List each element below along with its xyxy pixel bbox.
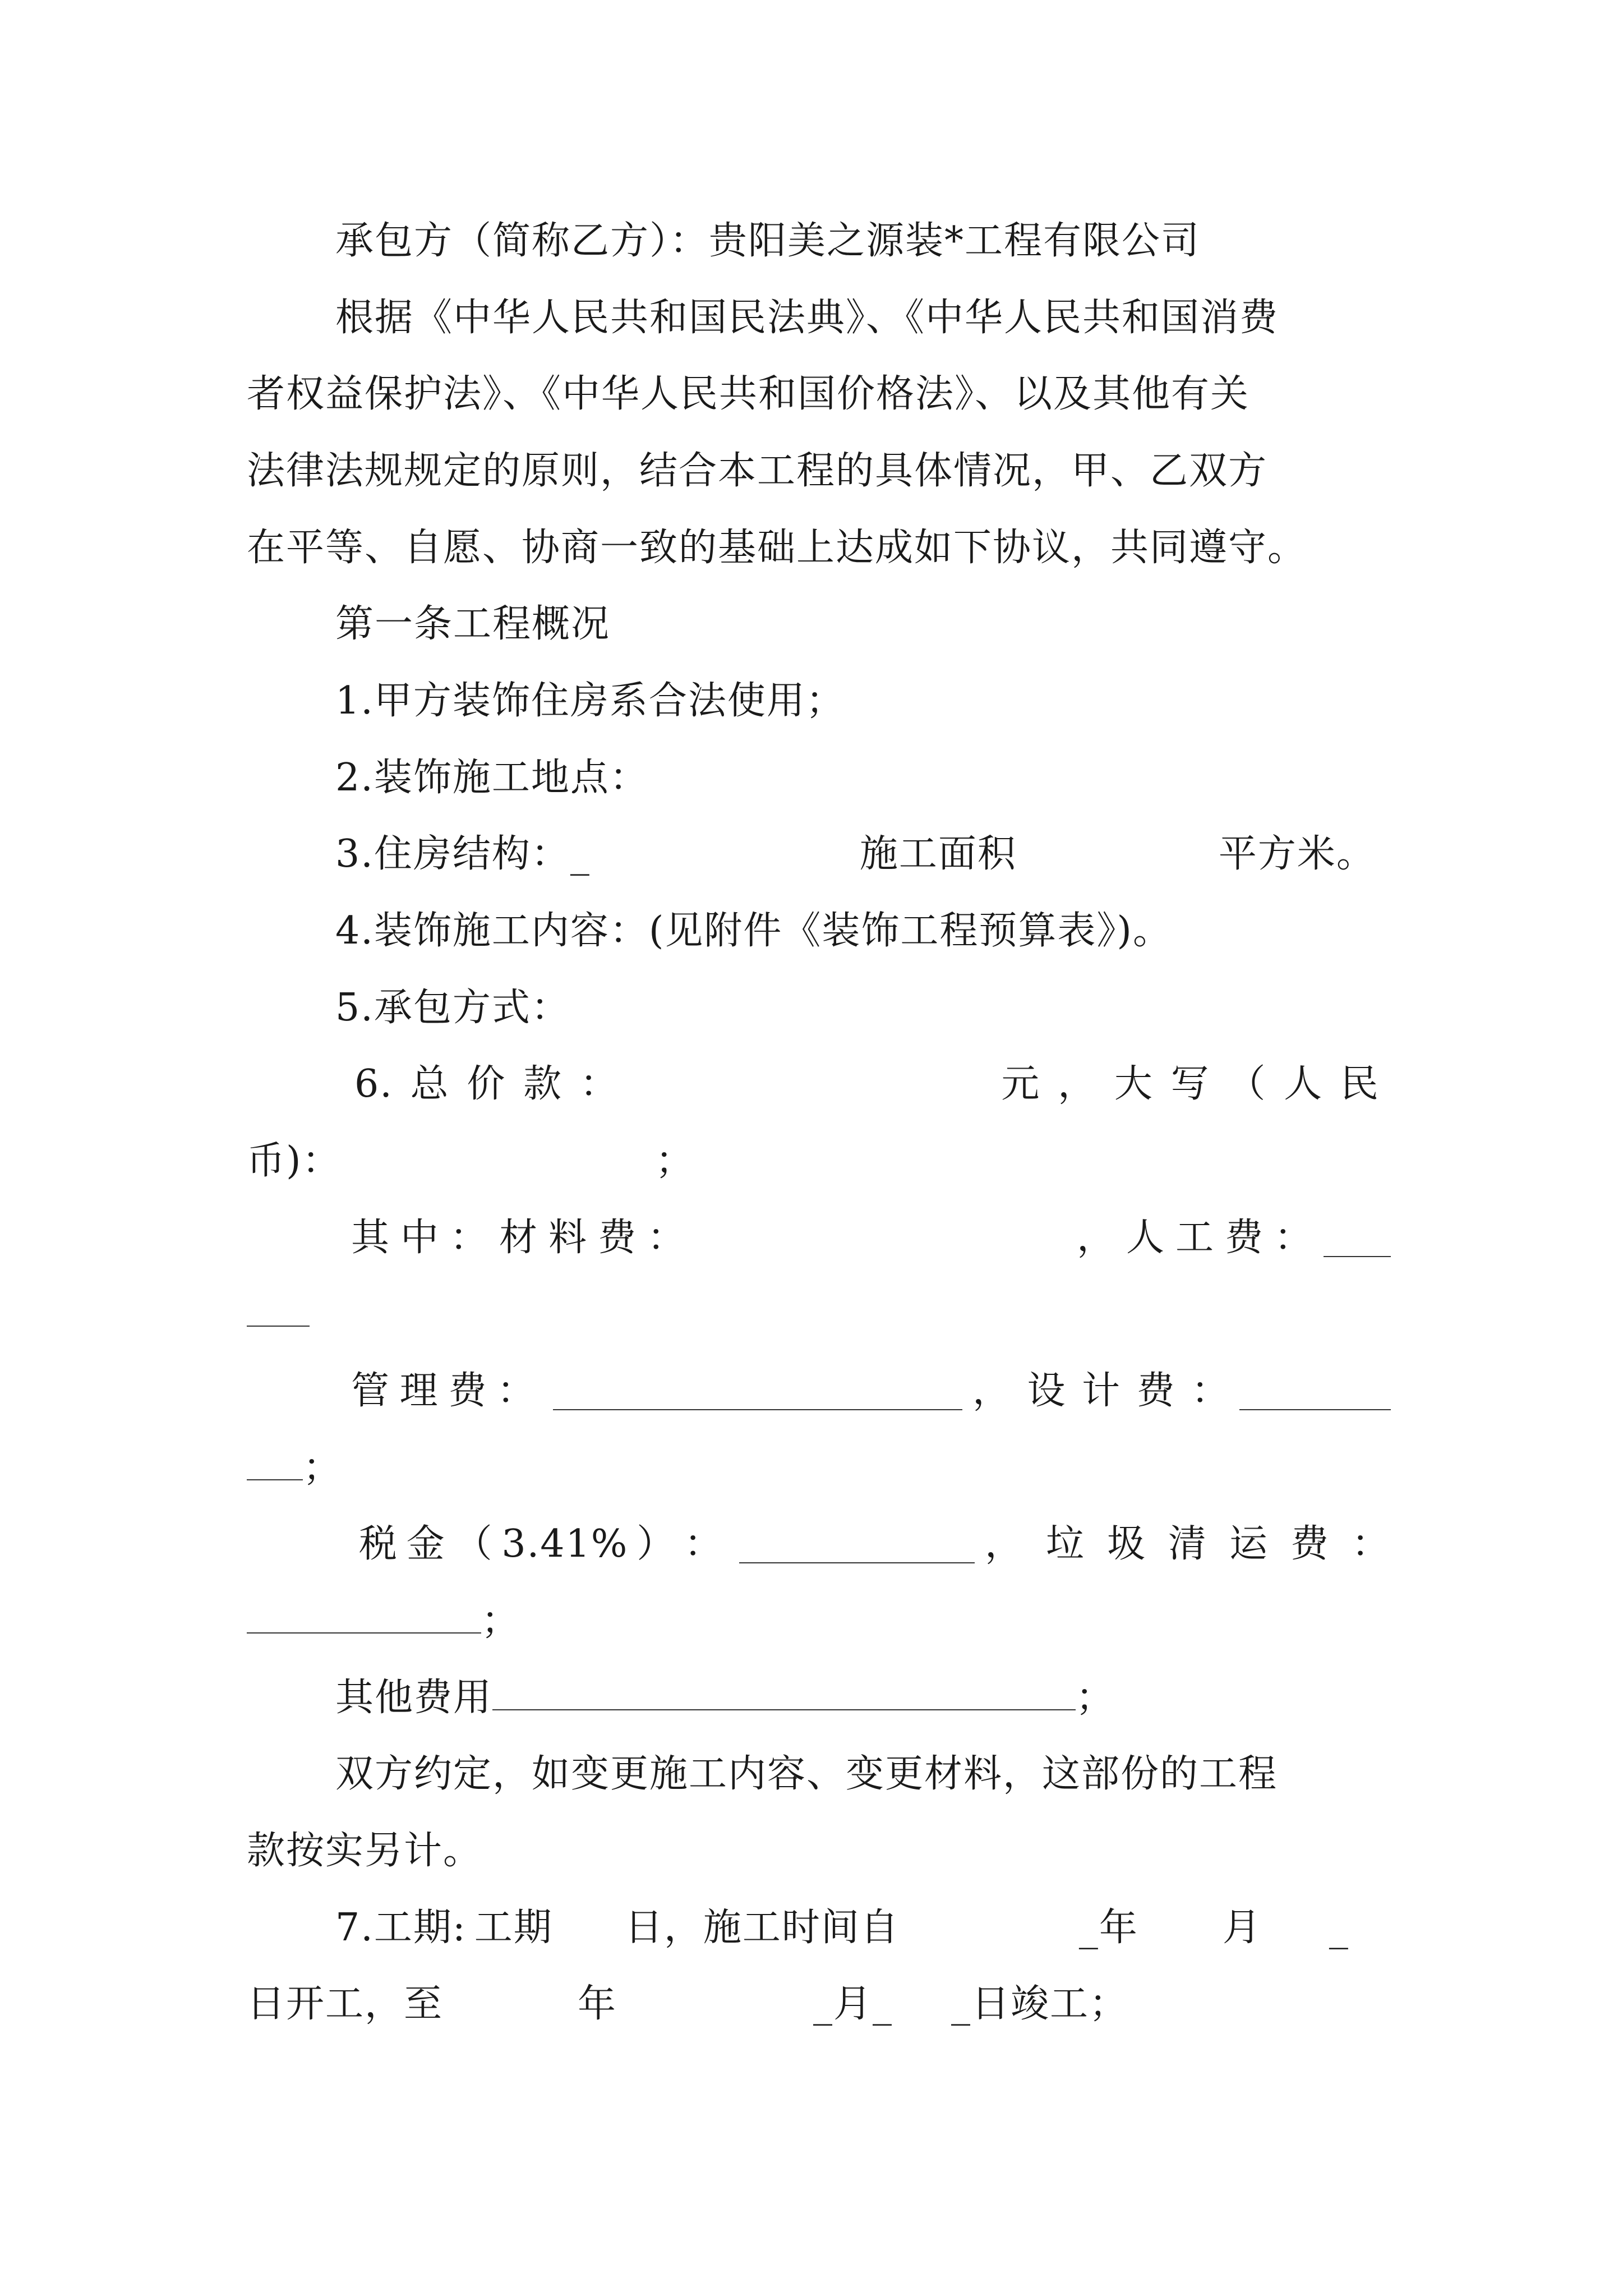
fees-l3-c5: 设 [1027,1369,1067,1413]
fees-l5-end: ； [481,1599,521,1643]
fees-l5-c10: 运 [1229,1522,1269,1566]
fees-l5-c9: 清 [1168,1522,1207,1566]
item-7-b: 工期 [474,1906,553,1950]
labor-fee-blank-cont [247,1289,310,1327]
item-6-c4: ： [579,1062,619,1106]
fees-l5-c2: （ [454,1522,494,1566]
item-3-area-label: 施工面积 [859,832,1017,876]
mgmt-fee-label [351,1360,536,1422]
tax-blank [739,1525,975,1563]
fees-l3-c3: ： [496,1369,536,1413]
item-6-c8: 写 [1170,1062,1210,1106]
fees-l5-c6: ， [985,1522,1025,1566]
item-7-c: 日，施工时间自 [624,1906,900,1950]
agreement-line-2: 款按实另计。 [247,1829,483,1873]
item-6-cont-label: 币)： [247,1139,342,1183]
item-3 [335,823,1391,885]
fees-l5-c12: ： [1351,1522,1391,1566]
labor-fee-blank [1324,1219,1391,1257]
design-fee-label [972,1360,1230,1422]
item-7-f: _ [1329,1906,1349,1950]
garbage-fee-label [985,1513,1391,1575]
item-7-d: _年 [1078,1906,1138,1950]
item-4: 4.装饰施工内容：(见附件《装饰工程预算表》)。 [335,909,1172,953]
fees-l1-c6: ： [647,1216,687,1260]
other-fees-line [335,1667,1391,1729]
item-6-c9: （ [1227,1062,1267,1106]
item-7-line-1 [335,1897,1391,1959]
item-6-c10: 人 [1284,1062,1324,1106]
fees-l5-c11: 费 [1290,1522,1330,1566]
tax-label [359,1513,723,1575]
fees-l3-c1: 理 [399,1369,439,1413]
item-6-c5: 元 [1001,1062,1041,1106]
item-6-c0: 6. [354,1062,393,1106]
fees-l1-c8: 人 [1126,1216,1165,1260]
fees-l1-c11: ： [1274,1216,1313,1260]
fees-l5-c1: 金 [406,1522,446,1566]
other-fees-end: ； [1076,1676,1115,1720]
fees-line-3 [351,1360,1391,1422]
item-3-unit: 平方米。 [1218,832,1376,876]
fees-l3-c4: ， [972,1369,1012,1413]
item-7-g: 日开工，至 [247,1982,444,2026]
mgmt-fee-blank [553,1372,962,1410]
fees-l1-c2: ： [450,1216,490,1260]
fees-l3-c2: 费 [448,1369,488,1413]
garbage-fee-blank [247,1595,481,1634]
fees-l3-end: ； [303,1446,343,1490]
fees-l1-c9: 工 [1175,1216,1215,1260]
other-fees-blank [492,1672,1076,1710]
preamble-line-4: 在平等、自愿、协商一致的基础上达成如下协议，共同遵守。 [247,526,1307,570]
item-7-i: _月_ [813,1982,893,2026]
fees-l1-c4: 料 [548,1216,588,1260]
contractor-line: 承包方（简称乙方）：贵阳美之源装*工程有限公司 [335,219,1201,263]
fees-line-6 [247,1590,1391,1652]
fees-l1-c5: 费 [598,1216,638,1260]
fees-l1-c7: ， [1076,1216,1116,1260]
fees-l5-c0: 税 [359,1522,399,1566]
fees-l3-c8: ： [1191,1369,1230,1413]
item-7-h: 年 [578,1982,617,2026]
fees-l5-c7: 垃 [1045,1522,1085,1566]
item-3-label: 3.住房结构：_ [335,832,591,876]
item-6-cont-end: ； [655,1139,695,1183]
item-1: 1.甲方装饰住房系合法使用； [335,679,845,723]
preamble-line-2: 者权益保护法》、《中华人民共和国价格法》、以及其他有关 [247,372,1250,416]
item-7-j: _日竣工； [951,1982,1129,2026]
item-6-line [354,1053,1380,1115]
fees-line-2 [247,1283,1391,1345]
item-6-continuation [247,1130,1391,1192]
fees-l3-c7: 费 [1136,1369,1176,1413]
fees-l3-c6: 计 [1081,1369,1121,1413]
item-7-e: 月 [1222,1906,1262,1950]
item-2: 2.装饰施工地点： [335,756,649,800]
fees-line-5 [359,1513,1391,1575]
agreement-line-1: 双方约定，如变更施工内容、变更材料，这部份的工程 [335,1752,1278,1796]
preamble-line-1: 根据《中华人民共和国民法典》、《中华人民共和国消费 [335,296,1279,340]
item-7-a: 7.工期: [335,1906,467,1950]
fees-l3-c0: 管 [351,1369,391,1413]
fees-l5-c4: ） [637,1522,676,1566]
item-6-c2: 价 [467,1062,506,1106]
design-fee-blank-cont [247,1442,303,1480]
fees-line-1 [351,1207,1391,1269]
fees-l1-c1: 中 [400,1216,440,1260]
item-6-c11: 民 [1340,1062,1380,1106]
fees-l5-c8: 圾 [1106,1522,1146,1566]
item-5: 5.承包方式： [335,986,570,1030]
fees-l1-c10: 费 [1224,1216,1264,1260]
item-6-c6: ， [1058,1062,1098,1106]
item-7-line-2 [247,1973,1391,2035]
preamble-line-3: 法律法规规定的原则，结合本工程的具体情况，甲、乙双方 [247,449,1268,493]
article-title: 第一条工程概况 [335,602,611,646]
item-6-c3: 款 [523,1062,563,1106]
fees-line-4 [247,1437,1391,1499]
fees-l1-c3: 材 [499,1216,539,1260]
item-6-c1: 总 [410,1062,450,1106]
fees-l5-c5: ： [684,1522,723,1566]
other-fees-label: 其他费用 [335,1676,493,1720]
fees-l1-c0: 其 [351,1216,391,1260]
design-fee-blank [1239,1372,1391,1410]
fees-l5-c3: 3.41% [501,1522,629,1566]
item-6-c7: 大 [1114,1062,1154,1106]
